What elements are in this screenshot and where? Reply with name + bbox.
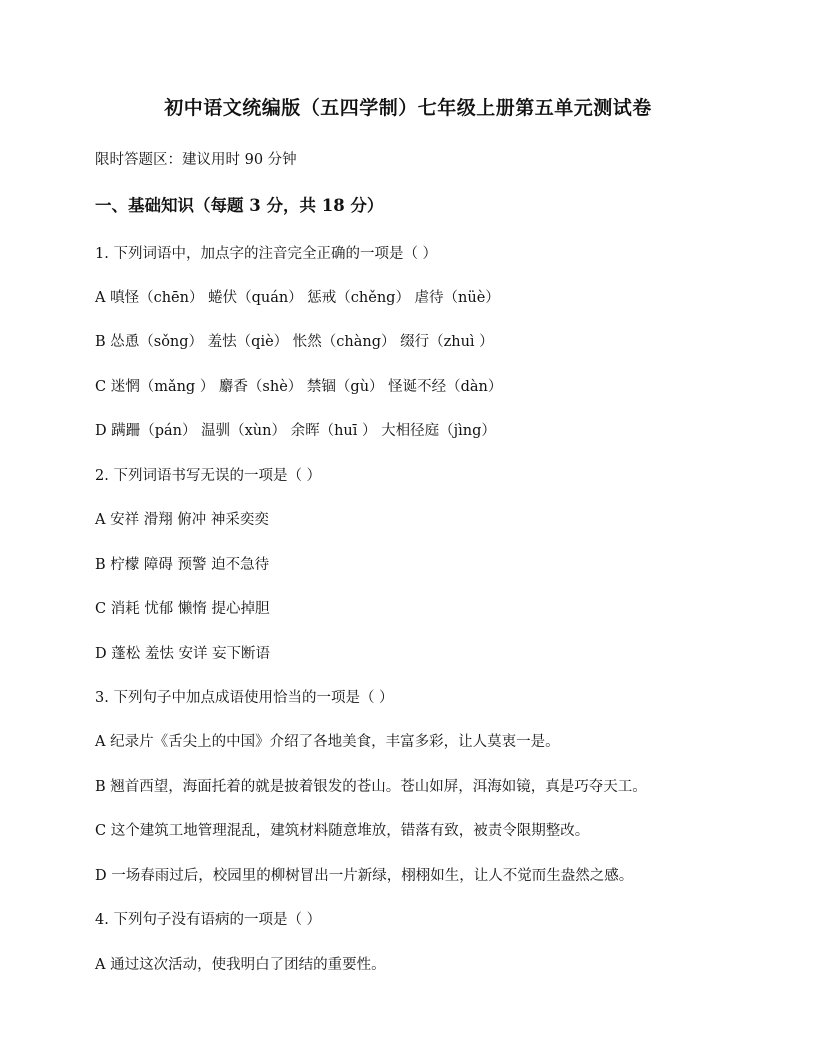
question-stem: 4. 下列句子没有语病的一项是（ ）: [95, 912, 322, 928]
question-option: A 安祥 滑翔 俯冲 神采奕奕: [95, 512, 269, 528]
question-option: A 纪录片《舌尖上的中国》介绍了各地美食，丰富多彩，让人莫衷一是。: [95, 734, 560, 750]
question-option: A 嗔怪（chēn） 蜷伏（quán） 惩戒（chěng） 虐待（nüè）: [95, 290, 500, 306]
document-title: 初中语文统编版（五四学制）七年级上册第五单元测试卷: [164, 97, 652, 119]
question-option: D 一场春雨过后，校园里的柳树冒出一片新绿，栩栩如生，让人不觉而生盎然之感。: [95, 868, 634, 884]
question-stem: 2. 下列词语书写无误的一项是（ ）: [95, 468, 322, 484]
question-stem: 3. 下列句子中加点成语使用恰当的一项是（ ）: [95, 690, 394, 706]
section-heading: 一、基础知识（每题 3 分，共 18 分）: [95, 196, 384, 215]
question-option: B 翘首西望，海面托着的就是披着银发的苍山。苍山如屏，洱海如镜，真是巧夺天工。: [95, 779, 647, 795]
question-option: C 这个建筑工地管理混乱，建筑材料随意堆放，错落有致，被责令限期整改。: [95, 823, 590, 839]
question-option: D 蹒跚（pán） 温驯（xùn） 余晖（huī ） 大相径庭（jìng）: [95, 423, 496, 439]
question-stem: 1. 下列词语中，加点字的注音完全正确的一项是（ ）: [95, 246, 438, 262]
question-option: B 怂恿（sǒng） 羞怯（qiè） 怅然（chàng） 缀行（zhuì ）: [95, 334, 494, 350]
time-note: 限时答题区：建议用时 90 分钟: [95, 152, 297, 168]
question-option: C 迷惘（mǎng ） 麝香（shè） 禁锢（gù） 怪诞不经（dàn）: [95, 379, 503, 395]
question-option: B 柠檬 障碍 预警 迫不急待: [95, 557, 270, 573]
question-option: A 通过这次活动，使我明白了团结的重要性。: [95, 957, 386, 973]
question-option: D 蓬松 羞怯 安详 妄下断语: [95, 646, 271, 662]
question-option: C 消耗 忧郁 懒惰 提心掉胆: [95, 601, 270, 617]
